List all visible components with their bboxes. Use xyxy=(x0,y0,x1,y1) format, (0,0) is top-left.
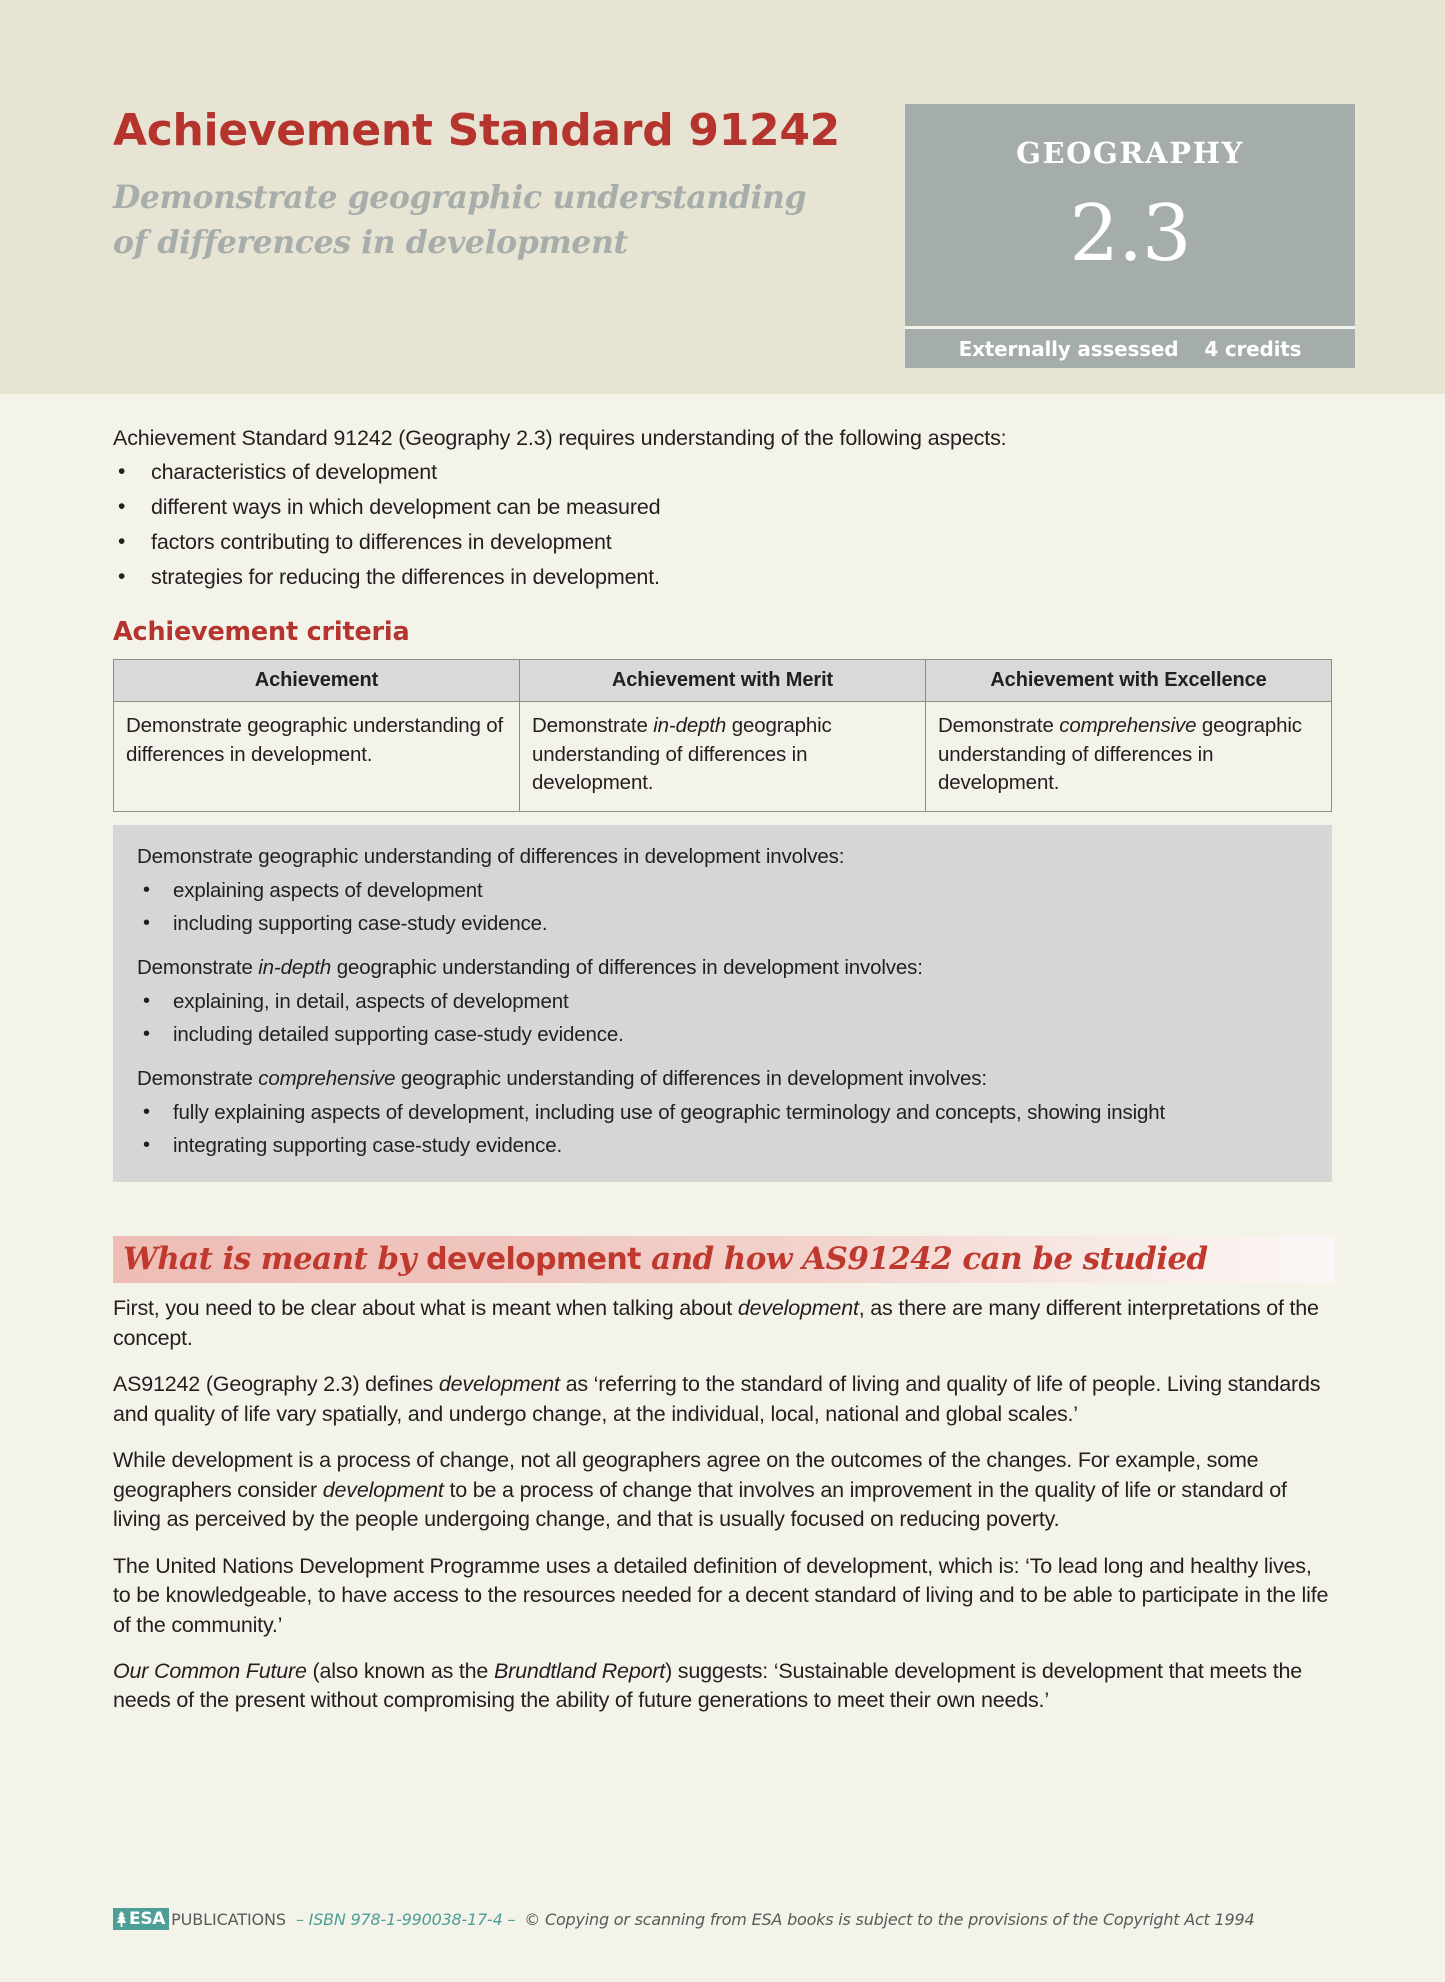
banner-text-emphasis: development xyxy=(426,1241,641,1277)
emphasised-term: in-depth xyxy=(258,956,332,980)
page-footer xyxy=(113,1908,1254,1930)
achievement-criteria-table xyxy=(113,659,1332,812)
column-header-merit: Achievement with Merit xyxy=(520,660,926,702)
esa-logo xyxy=(113,1908,169,1930)
subject-badge-main xyxy=(905,104,1355,326)
table-row xyxy=(114,702,1332,812)
explanatory-bullet-list xyxy=(137,878,1308,938)
body-paragraph: AS91242 (Geography 2.3) defines development as ‘referring to the standard of living and quality of life of people. Living standards and quality of life vary spatially, and undergo change, at the individual, local, national and global scales.’ xyxy=(113,1372,1321,1426)
intro-bullet-item: • factors contributing to differences in development xyxy=(113,529,1332,557)
explanatory-bullet-item: • fully explaining aspects of development, including use of geographic terminology and concepts, showing insight xyxy=(137,1100,1308,1127)
table-header-row xyxy=(114,660,1332,702)
cell-achievement: Demonstrate geographic understanding of differences in development. xyxy=(114,702,520,812)
explanatory-bullet-list xyxy=(137,989,1308,1049)
emphasised-term: comprehensive xyxy=(258,1067,396,1090)
explanatory-bullet-list xyxy=(137,1100,1308,1160)
esa-publications-text: PUBLICATIONS xyxy=(171,1909,286,1929)
body-paragraph: Our Common Future (also known as the Brundtland Report) suggests: ‘Sustainable development is development that meets the needs of the present without compromising the ability of future generations to meet their own needs.’ xyxy=(113,1659,1303,1713)
footer-copyright: © Copying or scanning from ESA books is subject to the provisions of the Copyright Act 1994 xyxy=(524,1909,1255,1929)
header-title-block xyxy=(113,105,893,266)
intro-bullet-item: • characteristics of development xyxy=(113,459,1332,487)
intro-lead-text: Achievement Standard 91242 (Geography 2.3) requires understanding of the following aspects: xyxy=(113,426,1007,450)
body-paragraph: First, you need to be clear about what is meant when talking about development, as there are many different interpretations of the concept. xyxy=(113,1296,1319,1350)
achievement-criteria-heading: Achievement criteria xyxy=(113,617,410,648)
intro-bullet-item: • different ways in which development can be measured xyxy=(113,494,1332,522)
banner-text-part-3: and how AS91242 can be studied xyxy=(640,1240,1208,1277)
page-subtitle-line-2: of differences in development xyxy=(113,223,628,261)
column-header-excellence: Achievement with Excellence xyxy=(926,660,1332,702)
emphasised-term: Our Common Future xyxy=(113,1659,307,1683)
emphasised-term: comprehensive xyxy=(1059,714,1197,738)
emphasised-term: in-depth xyxy=(653,714,727,738)
explanatory-notes-box xyxy=(113,825,1332,1182)
explanatory-lead-text: Demonstrate comprehensive geographic understanding of differences in development involves: xyxy=(137,1067,987,1090)
emphasised-term: development xyxy=(322,1477,444,1502)
tree-icon xyxy=(115,1910,128,1928)
section-banner-heading xyxy=(123,1240,1325,1277)
cell-merit: Demonstrate in-depth geographic understanding of differences in development. xyxy=(520,702,926,812)
main-content xyxy=(0,424,1445,1716)
page-header xyxy=(0,0,1445,394)
explanatory-bullet-item: • explaining aspects of development xyxy=(137,878,1308,905)
esa-logo-text: ESA xyxy=(129,1908,166,1929)
page-subtitle xyxy=(113,176,893,265)
intro-bullet-list xyxy=(113,459,1332,591)
emphasised-term: development xyxy=(438,1372,560,1397)
emphasised-term: development xyxy=(737,1296,859,1321)
emphasised-term: Brundtland Report xyxy=(493,1659,666,1683)
explanatory-lead-text: Demonstrate geographic understanding of differences in development involves: xyxy=(137,845,845,869)
explanatory-bullet-item: • including detailed supporting case-study evidence. xyxy=(137,1022,1308,1049)
subject-badge xyxy=(905,104,1355,368)
body-paragraph: The United Nations Development Programme uses a detailed definition of development, which is: ‘To lead long and healthy lives, to be knowledgeable, to have access to the resources needed for a decent standard of living and to be able to participate in the life of the community.’ xyxy=(113,1553,1329,1637)
explanatory-bullet-item: • including supporting case-study evidence. xyxy=(137,911,1308,938)
intro-bullet-item: • strategies for reducing the differences in development. xyxy=(113,564,1332,592)
column-header-achievement: Achievement xyxy=(114,660,520,702)
cell-excellence: Demonstrate comprehensive geographic understanding of differences in development. xyxy=(926,702,1332,812)
section-banner xyxy=(113,1236,1335,1284)
badge-subject-label: GEOGRAPHY xyxy=(1016,136,1244,170)
badge-assessment-type: Externally assessed xyxy=(958,336,1179,361)
explanatory-lead-text: Demonstrate in-depth geographic understanding of differences in development involves: xyxy=(137,956,923,980)
badge-credits: 4 credits xyxy=(1204,336,1302,361)
page-title: Achievement Standard 91242 xyxy=(113,105,840,156)
explanatory-bullet-item: • integrating supporting case-study evidence. xyxy=(137,1133,1308,1160)
page-subtitle-line-1: Demonstrate geographic understanding xyxy=(113,179,807,217)
footer-isbn: – ISBN 978-1-990038-17-4 – xyxy=(295,1909,516,1929)
explanatory-bullet-item: • explaining, in detail, aspects of development xyxy=(137,989,1308,1016)
section-body-paragraphs xyxy=(113,1294,1332,1715)
body-paragraph: While development is a process of change, not all geographers agree on the outcomes of the changes. For example, some geographers consider development to be a process of change that involves an improvement in the quality of life or standard of living as perceived by the people undergoing change, and that is usually focused on reducing poverty. xyxy=(113,1448,1287,1532)
banner-text-part-1: What is meant by xyxy=(123,1240,427,1277)
subject-badge-footer xyxy=(905,326,1355,368)
badge-level-number: 2.3 xyxy=(1069,189,1191,279)
